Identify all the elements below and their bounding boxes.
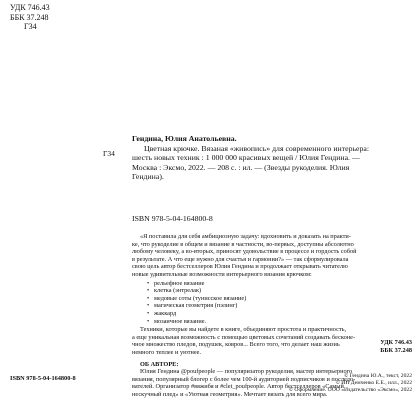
annotation-line: новые удивительные возможности интерьерного вязания крючком: <box>132 270 312 278</box>
annotation-line: «Я поставила для себя амбициозную задачу: вдохновить и доказать на практи- <box>140 233 351 240</box>
classification-top <box>10 3 50 32</box>
technique-item: • медовые соты (тунисское вязание) <box>154 295 412 303</box>
about-author-heading: ОБ АВТОРЕ: <box>140 360 179 368</box>
technique-item: • мозаичное вязание. <box>154 318 412 326</box>
technique-item: • клетка (энтрелак) <box>154 287 412 295</box>
side-author-mark: Г34 <box>103 149 115 158</box>
bbk-code-bottom: ББК 37.248 <box>380 346 412 354</box>
technique-item: • магическая геометрия (пэлинг) <box>154 302 412 310</box>
bbk-code: ББК 37.248 <box>10 12 49 22</box>
isbn-bottom: ISBN 978-5-04-164800-8 <box>10 375 76 382</box>
copyright-block <box>289 373 412 394</box>
annotation-line: немного теплее и уютнее. <box>132 348 202 356</box>
copyright-illustrations: © ИП Демченко Е.Е., илл., 2022 <box>335 380 412 386</box>
entry-line: Гендина). <box>132 172 164 182</box>
classification-bottom <box>380 339 412 354</box>
entry-author: Гендина, Юлия Анатольевна. <box>132 134 237 143</box>
annotation-line: любому человеку, а во-вторых, приносят удовольствие в процессе и гордость собой <box>132 248 357 256</box>
annotation-line: чное множество пледов, подушек, ковров... Всего того, что делает наш жизнь <box>132 341 340 349</box>
technique-item: • жаккард <box>154 310 412 318</box>
technique-item: • рельефное вязание <box>154 280 412 288</box>
annotation-line: Техники, которые вы найдете в книге, объединяют простота и практичность, <box>140 326 347 334</box>
annotation-line: ке, что рукоделие в общем и вязание в частности, во-первых, доступны абсолютно <box>132 240 354 248</box>
udk-code: УДК 746.43 <box>10 3 50 12</box>
about-author-line: нескучный плед» и «Уютная геометрия». Мечтает вязать для всего мира. <box>132 390 328 398</box>
technique-list <box>154 280 412 326</box>
annotation-line: а еще уникальная возможность с помощью цветовых сочетаний создавать бесконе- <box>132 333 356 341</box>
annotation-line: в результате. А что еще нужно для счастья и гармонии?» — так сформулировала <box>132 255 349 263</box>
bibliographic-entry <box>132 134 412 182</box>
copyright-design: © Оформление. ООО «Издательство «Эксмо», 2022 <box>288 387 412 393</box>
about-author-line: вателей. Организатор #вяжибя и #clet_poufpeople. Автор бестселлеров «Самый <box>132 383 344 391</box>
annotation-line: свою цель автор бестселлеров Юлия Гендина и продолжает открывать читателю <box>132 263 348 271</box>
entry-line: Цветная крючке. Вязаная «живопись» для современного интерьера: <box>144 143 370 153</box>
copyright-text: © Гендина Ю.А., текст, 2022 <box>343 373 412 379</box>
entry-line: шесть новых техник : 1 000 000 красивых вещей / Юлия Гендина. — <box>132 153 360 163</box>
about-author-line: Юлия Гендина @poufpeople — популяризатор рукоделия, мастер интерьерного <box>140 368 353 376</box>
udk-code-bottom: УДК 746.43 <box>380 339 412 346</box>
about-author-line: вязания, популярный блогер с более чем 100-й аудиторией подписчиков и последо- <box>132 375 356 383</box>
entry-line: Москва : Эксмо, 2022. — 208 с. : ил. — (Звезды рукоделия. Юлия <box>132 162 350 172</box>
isbn: ISBN 978-5-04-164800-8 <box>132 214 213 223</box>
author-mark: Г34 <box>24 22 37 31</box>
